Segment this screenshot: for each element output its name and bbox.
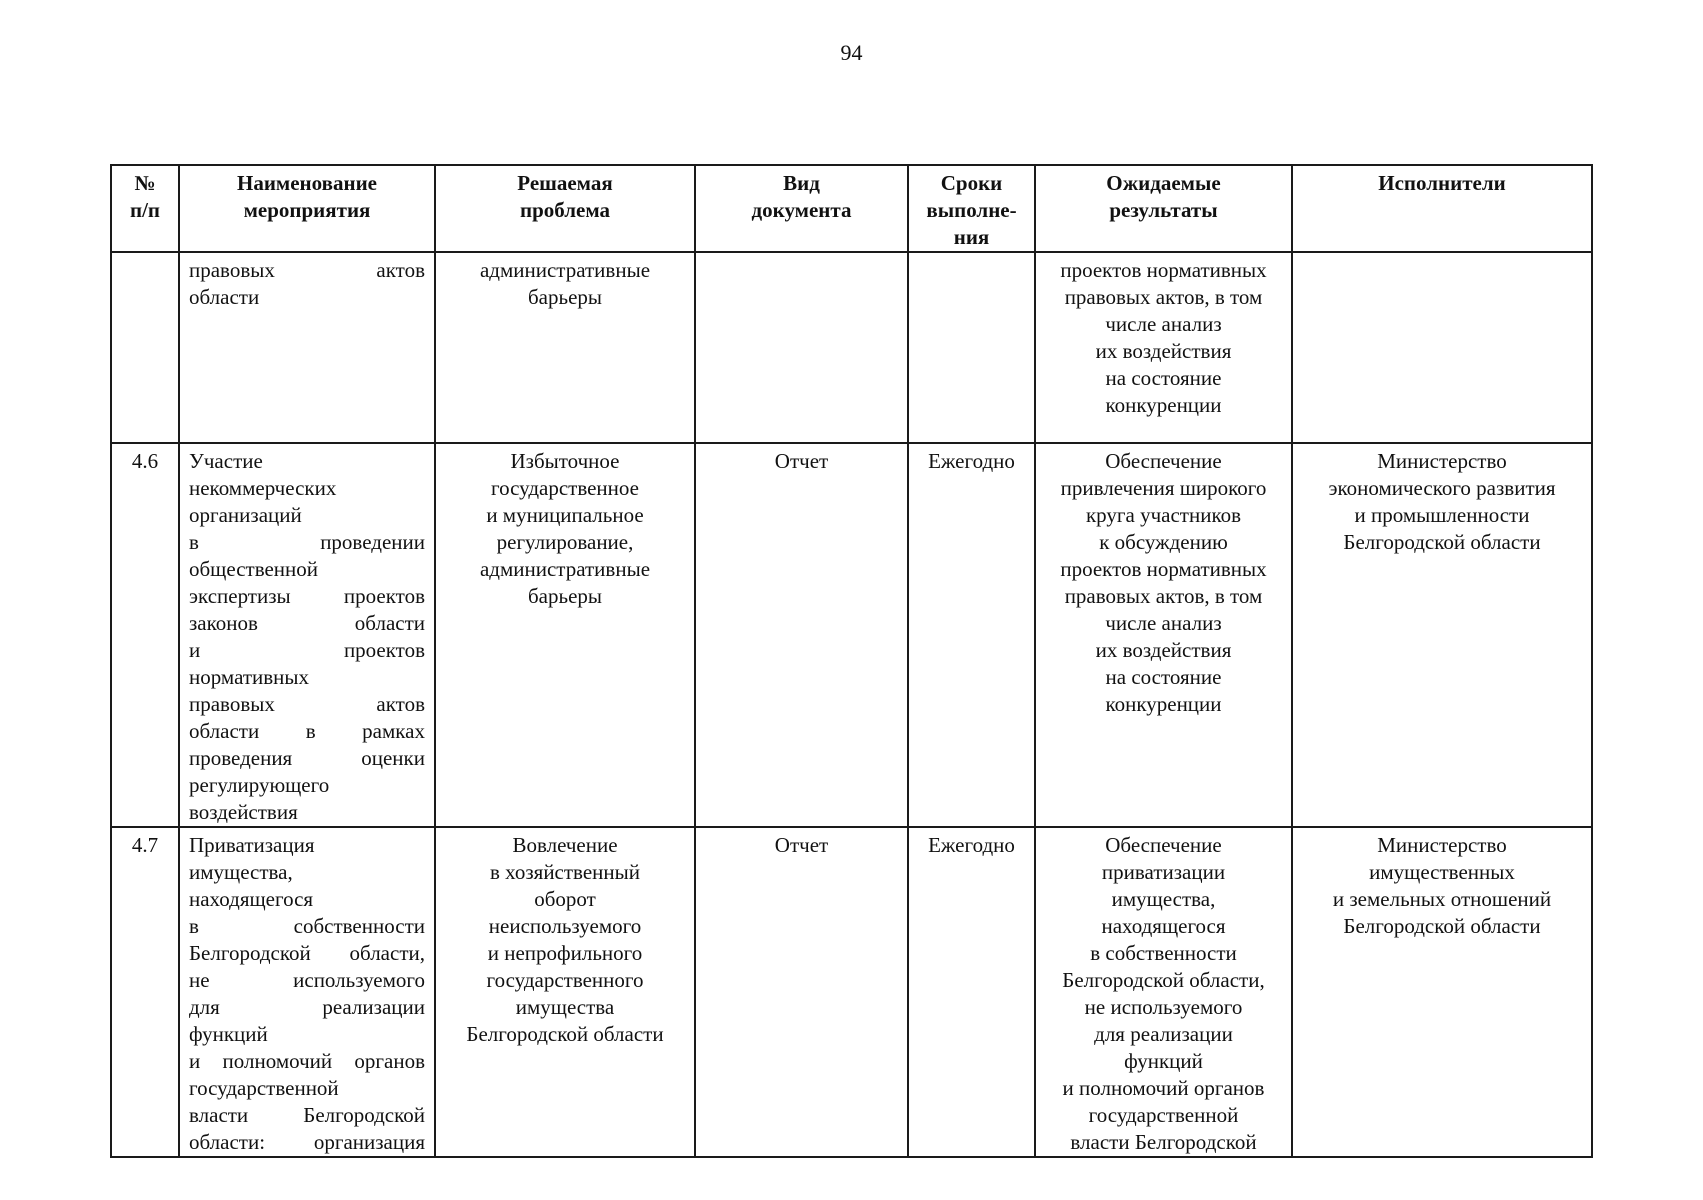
cell-num: 4.6 [111,443,179,827]
cell-line: регулирующего [189,773,330,797]
cell-line: в хозяйственный [490,860,640,884]
cell-doc-type [695,252,908,443]
cell-doc-type: Отчет [695,827,908,1157]
cell-problem [435,827,695,1157]
cell-line: конкуренции [1105,692,1222,716]
header-results: Ожидаемые результаты [1035,165,1292,252]
cell-line: и муниципальное [486,503,644,527]
cell-line: государственное [490,476,639,500]
cell-line: общественной [189,557,319,581]
cell-line: Вовлечение [512,833,618,857]
cell-line: функций [1124,1049,1203,1073]
cell-term: Ежегодно [908,827,1035,1157]
cell-line: в собственности [189,914,425,938]
header-num: № п/п [111,165,179,252]
cell-line: находящегося [1101,914,1226,938]
cell-line: и непрофильного [487,941,643,965]
cell-num [111,252,179,443]
cell-line: барьеры [527,584,602,608]
cell-line: государственного [486,968,644,992]
cell-line: конкуренции [1105,393,1222,417]
cell-line: области: организация [189,1130,425,1154]
cell-line: нормативных [189,665,310,689]
header-doc-type: Вид документа [695,165,908,252]
cell-results [1035,443,1292,827]
cell-line: Приватизация [189,833,315,857]
cell-problem [435,443,695,827]
cell-executors [1292,443,1592,827]
table-row [111,827,1592,1157]
cell-line: Обеспечение [1105,449,1222,473]
cell-line: имущества [515,995,615,1019]
cell-line: экспертизы проектов [189,584,425,608]
cell-line: числе анализ [1105,312,1222,336]
cell-line: для реализации [1094,1022,1233,1046]
cell-results [1035,827,1292,1157]
cell-name [179,443,435,827]
cell-line: в собственности [1090,941,1237,965]
measures-table [110,164,1593,1158]
cell-line: государственной [189,1076,339,1100]
header-term: Сроки выполне- ния [908,165,1035,252]
cell-line: неиспользуемого [488,914,642,938]
cell-line: административные [479,258,651,282]
cell-line: и промышленности [1354,503,1530,527]
cell-line: проектов нормативных [1060,258,1267,282]
cell-line: находящегося [189,887,314,911]
cell-name [179,827,435,1157]
cell-name [179,252,435,443]
header-name: Наименование мероприятия [179,165,435,252]
cell-line: для реализации [189,995,425,1019]
cell-line: их воздействия [1095,638,1232,662]
cell-line: области в рамках [189,719,425,743]
cell-line: власти Белгородской [189,1103,425,1127]
cell-line: законов области [189,611,425,635]
cell-line: проведения оценки [189,746,425,770]
cell-doc-type: Отчет [695,443,908,827]
cell-executors [1292,252,1592,443]
cell-line: Белгородской области, [1062,968,1265,992]
page-number: 94 [840,40,863,65]
cell-line: власти Белгородской [1070,1130,1257,1154]
cell-line: барьеры [527,285,602,309]
cell-line: имущества, [189,860,293,884]
cell-line: Белгородской области [1343,530,1541,554]
cell-line: привлечения широкого [1060,476,1267,500]
cell-line: оборот [534,887,596,911]
cell-line: функций [189,1022,268,1046]
cell-line: проектов нормативных [1060,557,1267,581]
cell-line: Участие [189,449,263,473]
cell-line: и полномочий органов [1062,1076,1265,1100]
cell-line: Министерство [1377,449,1507,473]
cell-line: имущества, [1111,887,1216,911]
cell-line: области [189,285,260,309]
header-executors: Исполнители [1292,165,1592,252]
header-problem: Решаемая проблема [435,165,695,252]
table-header-row [111,165,1592,252]
cell-line: Белгородской области [466,1022,664,1046]
cell-line: на состояние [1105,366,1222,390]
cell-line: их воздействия [1095,339,1232,363]
cell-line: Белгородской области, [189,941,425,965]
cell-line: Министерство [1377,833,1507,857]
cell-line: и полномочий органов [189,1049,425,1073]
cell-line: в проведении [189,530,425,554]
cell-line: и земельных отношений [1332,887,1552,911]
cell-line: административные [479,557,651,581]
cell-line: числе анализ [1105,611,1222,635]
cell-line: государственной [1088,1103,1239,1127]
table-row [111,252,1592,443]
cell-line: имущественных [1369,860,1515,884]
cell-line: экономического развития [1328,476,1556,500]
cell-line: некоммерческих [189,476,337,500]
cell-line: Обеспечение [1105,833,1222,857]
cell-line: правовых актов [189,692,425,716]
cell-line: Белгородской области [1343,914,1541,938]
cell-executors [1292,827,1592,1157]
cell-results [1035,252,1292,443]
cell-line: правовых актов, в том [1064,285,1263,309]
cell-line: организаций [189,503,302,527]
cell-line: на состояние [1105,665,1222,689]
cell-problem [435,252,695,443]
cell-line: правовых актов [189,258,425,282]
cell-line: регулирование, [496,530,634,554]
table-row [111,443,1592,827]
cell-line: не используемого [189,968,425,992]
cell-line: правовых актов, в том [1064,584,1263,608]
cell-line: круга участников [1085,503,1242,527]
cell-term: Ежегодно [908,443,1035,827]
cell-num: 4.7 [111,827,179,1157]
cell-line: не используемого [1084,995,1243,1019]
cell-line: Избыточное [510,449,620,473]
cell-line: и проектов [189,638,425,662]
cell-line: воздействия [189,800,298,824]
cell-line: приватизации [1101,860,1226,884]
cell-term [908,252,1035,443]
cell-line: к обсуждению [1099,530,1228,554]
